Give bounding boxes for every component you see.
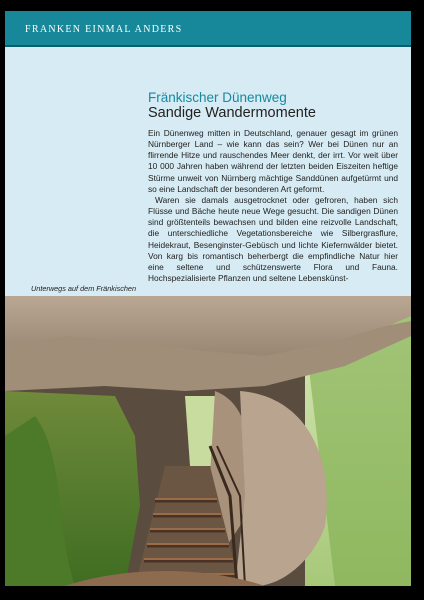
running-header: [5, 11, 411, 45]
article-body: [148, 128, 398, 284]
article-title: Sandige Wandermomente: [148, 105, 316, 121]
paragraph-1: Ein Dünenweg mitten in Deutschland, genauer gesagt im grünen Nürnberger Land – wie kann das sein? Wer bei Dünen nur an flirrende Hitze und rauschendes Meer denkt, der irrt. Vor weit über 10 000 Jahren haben während der letzten beiden Eiszeiten heftige Stürme unweit von Nürnberg mächtige Sanddünen aufgetürmt und so eine Landschaft der besonderen Art geformt.: [148, 128, 398, 194]
header-title: FRANKEN EINMAL ANDERS: [25, 24, 183, 35]
article-subtitle: Fränkischer Dünenweg: [148, 90, 287, 105]
photo-caption: Unterwegs auf dem Fränkischen: [31, 284, 137, 293]
paragraph-2: Waren sie damals ausgetrocknet oder gefroren, haben sich Flüsse und Bäche heute neue Wege gesucht. Die sandigen Dünen sind größtenteils bewachsen und bilden eine reizvolle Landschaft, die unterschiedliche Vegetationsbereiche wie Silbergrasflure, Heidekraut, Besenginster-Gebüsch und lichte Kiefernwälder bietet. Von karg bis romantisch beherbergt die empfindliche Natur hier eine seltene und schützenswerte Flora und Fauna. Hochspezialisierte Pflanzen und seltene Lebenskünst-: [148, 194, 398, 284]
header-rule: [5, 45, 411, 47]
page: [5, 11, 411, 586]
sandstone-arch-photo: [5, 296, 411, 586]
